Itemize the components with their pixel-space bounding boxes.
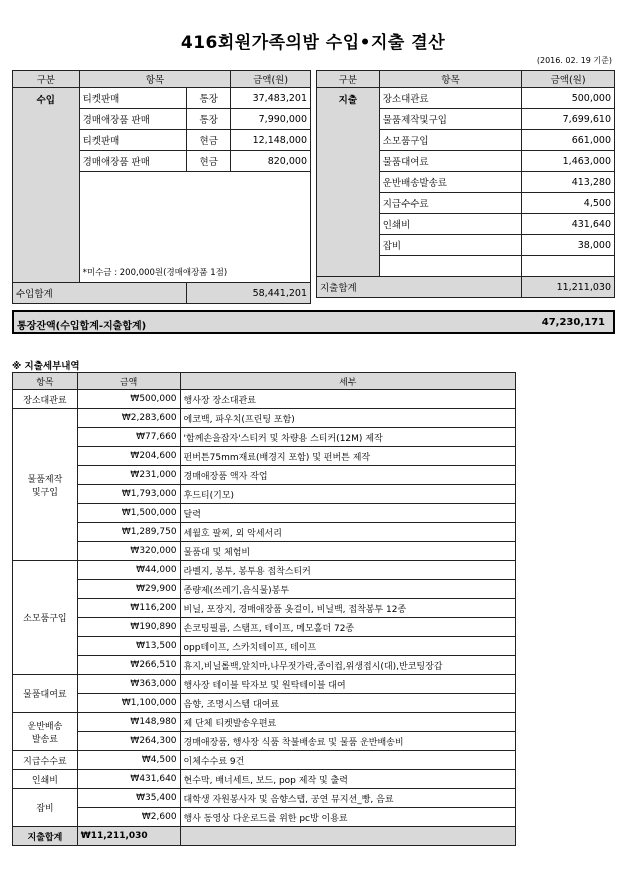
expense-item-name: 물품대여료 xyxy=(379,151,521,172)
detail-category: 인쇄비 xyxy=(13,770,78,789)
expense-total-label: 지출합계 xyxy=(317,277,522,298)
detail-desc: 펀버튼75mm재료(배경지 포함) 및 펀버튼 제작 xyxy=(180,447,515,466)
expense-total: 11,211,030 xyxy=(522,277,615,298)
detail-desc: 세월호 팔찌, 외 악세서리 xyxy=(180,523,515,542)
expense-header-amount: 금액(원) xyxy=(522,71,615,88)
detail-amount: ₩2,283,600 xyxy=(77,409,180,428)
detail-category: 지급수수료 xyxy=(13,751,78,770)
table-row xyxy=(13,504,516,523)
detail-amount: ₩13,500 xyxy=(77,637,180,656)
detail-category: 장소대관료 xyxy=(13,390,78,409)
income-item-name: 경매애장품 판매 xyxy=(79,109,187,130)
expense-item-amount: 431,640 xyxy=(522,214,615,235)
detail-header-amount: 금액 xyxy=(77,373,180,390)
detail-amount: ₩264,300 xyxy=(77,732,180,751)
detail-desc: 손코팅필름, 스탬프, 테이프, 메모홀더 72종 xyxy=(180,618,515,637)
income-item-name: 경매애장품 판매 xyxy=(79,151,187,172)
detail-section-title: ※ 지출세부내역 xyxy=(12,361,80,372)
table-row xyxy=(13,409,516,428)
income-total-label: 수입합계 xyxy=(13,283,187,304)
detail-desc: opp테이프, 스카치테이프, 테이프 xyxy=(180,637,515,656)
expense-item-name: 운반배송발송료 xyxy=(379,172,521,193)
expense-item-amount: 7,699,610 xyxy=(522,109,615,130)
detail-desc: 대학생 자원봉사자 및 음향스탭, 공연 뮤지션_빵, 음료 xyxy=(180,789,515,808)
income-header-amount: 금액(원) xyxy=(231,71,311,88)
detail-amount: ₩29,900 xyxy=(77,580,180,599)
detail-amount: ₩363,000 xyxy=(77,675,180,694)
income-item-method: 현금 xyxy=(187,130,231,151)
detail-amount: ₩44,000 xyxy=(77,561,180,580)
detail-category: 운반배송 발송료 xyxy=(13,713,78,751)
detail-amount: ₩2,600 xyxy=(77,808,180,827)
detail-desc: 경매애장품, 행사장 식품 착불배송료 및 물품 운반배송비 xyxy=(180,732,515,751)
detail-desc: 행사 동영상 다운로드를 위한 pc방 이용료 xyxy=(180,808,515,827)
detail-desc: 현수막, 배너세트, 보드, pop 제작 및 출력 xyxy=(180,770,515,789)
detail-amount: ₩431,640 xyxy=(77,770,180,789)
expense-item-amount: 4,500 xyxy=(522,193,615,214)
table-row xyxy=(13,447,516,466)
detail-total-label: 지출합계 xyxy=(13,827,78,846)
income-item-method: 통장 xyxy=(187,88,231,109)
detail-header-desc: 세부 xyxy=(180,373,515,390)
reference-date: (2016. 02. 19 기준) xyxy=(536,56,612,65)
detail-desc: 달력 xyxy=(180,504,515,523)
detail-category: 물품제작 및구입 xyxy=(13,409,78,561)
table-row xyxy=(13,770,516,789)
expense-item-amount: 661,000 xyxy=(522,130,615,151)
detail-amount: ₩1,100,000 xyxy=(77,694,180,713)
table-row xyxy=(13,789,516,808)
expense-item-name: 인쇄비 xyxy=(379,214,521,235)
detail-amount: ₩231,000 xyxy=(77,466,180,485)
detail-desc: 제 단체 티켓발송우편료 xyxy=(180,713,515,732)
table-row xyxy=(13,751,516,770)
table-row xyxy=(13,542,516,561)
detail-amount: ₩35,400 xyxy=(77,789,180,808)
table-row xyxy=(13,428,516,447)
detail-amount: ₩1,793,000 xyxy=(77,485,180,504)
detail-category: 물품대여료 xyxy=(13,675,78,713)
income-item-method: 현금 xyxy=(187,151,231,172)
expense-item-amount: 413,280 xyxy=(522,172,615,193)
detail-amount: ₩77,660 xyxy=(77,428,180,447)
income-item-amount: 37,483,201 xyxy=(231,88,311,109)
expense-item-name: 지급수수료 xyxy=(379,193,521,214)
expense-item-amount: 38,000 xyxy=(522,235,615,256)
expense-item-name: 잡비 xyxy=(379,235,521,256)
income-header-item: 항목 xyxy=(79,71,231,88)
table-row xyxy=(13,675,516,694)
balance-label: 통장잔액(수입합계-지출합계) xyxy=(17,321,147,332)
income-item-amount: 12,148,000 xyxy=(231,130,311,151)
detail-amount: ₩116,200 xyxy=(77,599,180,618)
expense-detail-table xyxy=(12,372,516,846)
detail-amount: ₩4,500 xyxy=(77,751,180,770)
detail-amount: ₩1,289,750 xyxy=(77,523,180,542)
detail-desc: 행사장 테이블 탁자보 및 원탁테이블 대여 xyxy=(180,675,515,694)
detail-amount: ₩500,000 xyxy=(77,390,180,409)
detail-desc: 후드티(기모) xyxy=(180,485,515,504)
detail-total-empty xyxy=(180,827,515,846)
income-note: *미수금 : 200,000원(경매애장품 1점) xyxy=(79,172,310,283)
table-row xyxy=(13,485,516,504)
table-row xyxy=(13,656,516,675)
table-row xyxy=(13,580,516,599)
detail-category: 소모품구입 xyxy=(13,561,78,675)
table-row xyxy=(13,390,516,409)
detail-desc: 음향, 조명시스템 대여료 xyxy=(180,694,515,713)
income-item-method: 통장 xyxy=(187,109,231,130)
expense-table xyxy=(316,70,615,298)
detail-amount: ₩266,510 xyxy=(77,656,180,675)
table-row xyxy=(13,466,516,485)
table-row xyxy=(13,599,516,618)
income-header-category: 구분 xyxy=(13,71,80,88)
income-item-amount: 7,990,000 xyxy=(231,109,311,130)
income-category: 수입 xyxy=(13,88,80,283)
income-item-amount: 820,000 xyxy=(231,151,311,172)
balance-amount: 47,230,171 xyxy=(541,317,605,328)
detail-desc: 비닐, 포장지, 경매애장품 옷걸이, 비닐백, 접착봉투 12종 xyxy=(180,599,515,618)
expense-item-name: 물품제작및구입 xyxy=(379,109,521,130)
expense-header-item: 항목 xyxy=(379,71,521,88)
detail-desc: 행사장 장소대관료 xyxy=(180,390,515,409)
expense-item-name: 소모품구입 xyxy=(379,130,521,151)
detail-total-row xyxy=(13,827,516,846)
expense-item-amount: 500,000 xyxy=(522,88,615,109)
expense-category: 지출 xyxy=(317,88,380,277)
table-row xyxy=(13,732,516,751)
income-item-name: 티켓판매 xyxy=(79,130,187,151)
detail-total: ₩11,211,030 xyxy=(77,827,180,846)
detail-desc: 라벨지, 봉투, 봉투용 접착스티커 xyxy=(180,561,515,580)
detail-amount: ₩190,890 xyxy=(77,618,180,637)
table-row xyxy=(13,523,516,542)
expense-header-category: 구분 xyxy=(317,71,380,88)
detail-category: 잡비 xyxy=(13,789,78,827)
page-title: 416회원가족의밤 수입•지출 결산 xyxy=(180,33,446,53)
table-row xyxy=(13,561,516,580)
expense-item-amount: 1,463,000 xyxy=(522,151,615,172)
detail-desc: 종량제(쓰레기,음식물)봉투 xyxy=(180,580,515,599)
detail-desc: '함께손을잡자'스티커 및 차량용 스티커(12M) 제작 xyxy=(180,428,515,447)
detail-header-row xyxy=(13,373,516,390)
table-row xyxy=(13,637,516,656)
detail-desc: 경매애장품 액자 작업 xyxy=(180,466,515,485)
detail-header-category: 항목 xyxy=(13,373,78,390)
table-row xyxy=(13,694,516,713)
detail-desc: 이체수수료 9건 xyxy=(180,751,515,770)
detail-desc: 휴지,비닐롤백,앞치마,나무젓가락,종이컵,위생접시(대),반코팅장갑 xyxy=(180,656,515,675)
expense-item-name: 장소대관료 xyxy=(379,88,521,109)
table-row xyxy=(13,618,516,637)
table-row xyxy=(13,713,516,732)
income-table xyxy=(12,70,311,304)
table-row xyxy=(13,808,516,827)
detail-amount: ₩320,000 xyxy=(77,542,180,561)
detail-amount: ₩148,980 xyxy=(77,713,180,732)
income-total: 58,441,201 xyxy=(187,283,311,304)
detail-desc: 에코백, 파우치(프린팅 포함) xyxy=(180,409,515,428)
detail-amount: ₩1,500,000 xyxy=(77,504,180,523)
balance-bar xyxy=(12,310,615,334)
detail-amount: ₩204,600 xyxy=(77,447,180,466)
income-item-name: 티켓판매 xyxy=(79,88,187,109)
detail-desc: 물품대 및 체험비 xyxy=(180,542,515,561)
